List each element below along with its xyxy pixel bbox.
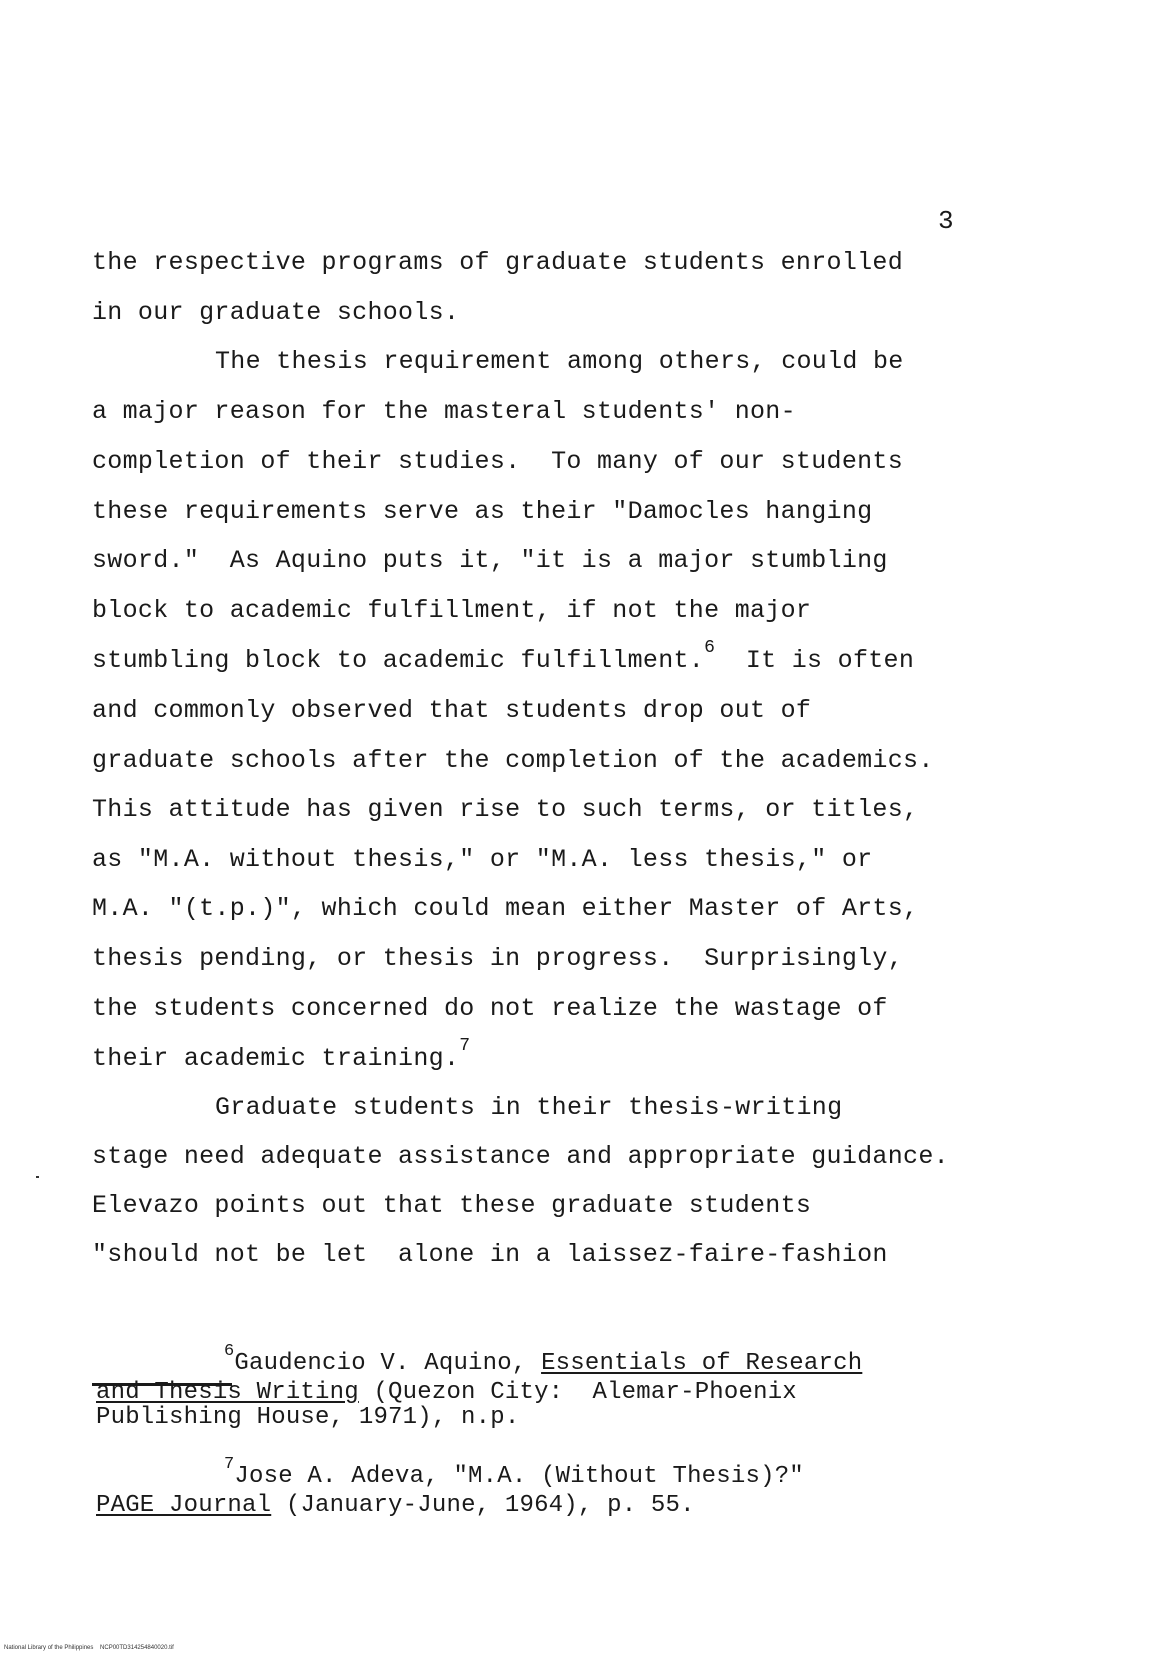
footnote-7-text: Jose A. Adeva, "M.A. (Without Thesis)?": [234, 1463, 804, 1490]
body-line-part: their academic training.: [92, 1044, 460, 1073]
footnote-6-mark: 6: [224, 1342, 235, 1361]
footnote-7-line-2: [96, 1492, 695, 1519]
body-line: these requirements serve as their "Damocles hanging: [92, 497, 873, 526]
body-line-part: It is often: [715, 646, 915, 675]
body-line: M.A. "(t.p.)", which could mean either Master of Arts,: [92, 894, 919, 923]
body-line: This attitude has given rise to such terms, or titles,: [92, 795, 919, 824]
footnote-ref-6: 6: [704, 638, 716, 658]
scan-footer: National Library of the Philippines NCP00TD314254840020.tif: [4, 1645, 174, 1651]
body-line-part: stumbling block to academic fulfillment.: [92, 646, 705, 675]
body-line: a major reason for the masteral students' non-: [92, 397, 796, 426]
body-line: as "M.A. without thesis," or "M.A. less thesis," or: [92, 845, 873, 874]
body-line: "should not be let alone in a laissez-faire-fashion: [92, 1240, 888, 1269]
footnote-ref-7: 7: [459, 1036, 471, 1056]
footnote-7-mark: 7: [224, 1455, 235, 1474]
footnote-7-rest: (January-June, 1964), p. 55.: [271, 1492, 695, 1519]
body-line-with-ref: [92, 638, 915, 675]
page-number: 3: [938, 206, 954, 236]
body-line: graduate schools after the completion of the academics.: [92, 746, 934, 775]
body-line: The thesis requirement among others, could be: [215, 347, 904, 376]
footnote-6-line-3: Publishing House, 1971), n.p.: [96, 1404, 520, 1431]
footnote-6-title-cont: and Thesis Writing: [96, 1379, 359, 1406]
body-line: thesis pending, or thesis in progress. Surprisingly,: [92, 944, 904, 973]
body-line: in our graduate schools.: [92, 298, 460, 327]
footnote-6-title: Essentials of Research: [541, 1350, 863, 1377]
body-line-with-ref: [92, 1036, 471, 1073]
body-line: Elevazo points out that these graduate students: [92, 1191, 812, 1220]
footnote-6-line-1: [224, 1342, 863, 1377]
body-line: stage need adequate assistance and appropriate guidance.: [92, 1142, 949, 1171]
footnote-6-author: Gaudencio V. Aquino,: [234, 1350, 542, 1377]
body-line: and commonly observed that students drop out of: [92, 696, 812, 725]
footnote-7-journal: PAGE Journal: [96, 1492, 272, 1519]
body-line: Graduate students in their thesis-writing: [215, 1093, 843, 1122]
scan-speck: [36, 1176, 39, 1178]
body-line: sword." As Aquino puts it, "it is a major stumbling: [92, 546, 888, 575]
footnote-6-line-2: [96, 1379, 797, 1406]
body-line: completion of their studies. To many of our students: [92, 447, 904, 476]
body-line: the students concerned do not realize the wastage of: [92, 994, 888, 1023]
body-line: the respective programs of graduate students enrolled: [92, 248, 904, 277]
footnote-6-publisher: (Quezon City: Alemar-Phoenix: [358, 1379, 797, 1406]
body-line: block to academic fulfillment, if not the major: [92, 596, 812, 625]
footnote-7-line-1: [224, 1455, 804, 1490]
